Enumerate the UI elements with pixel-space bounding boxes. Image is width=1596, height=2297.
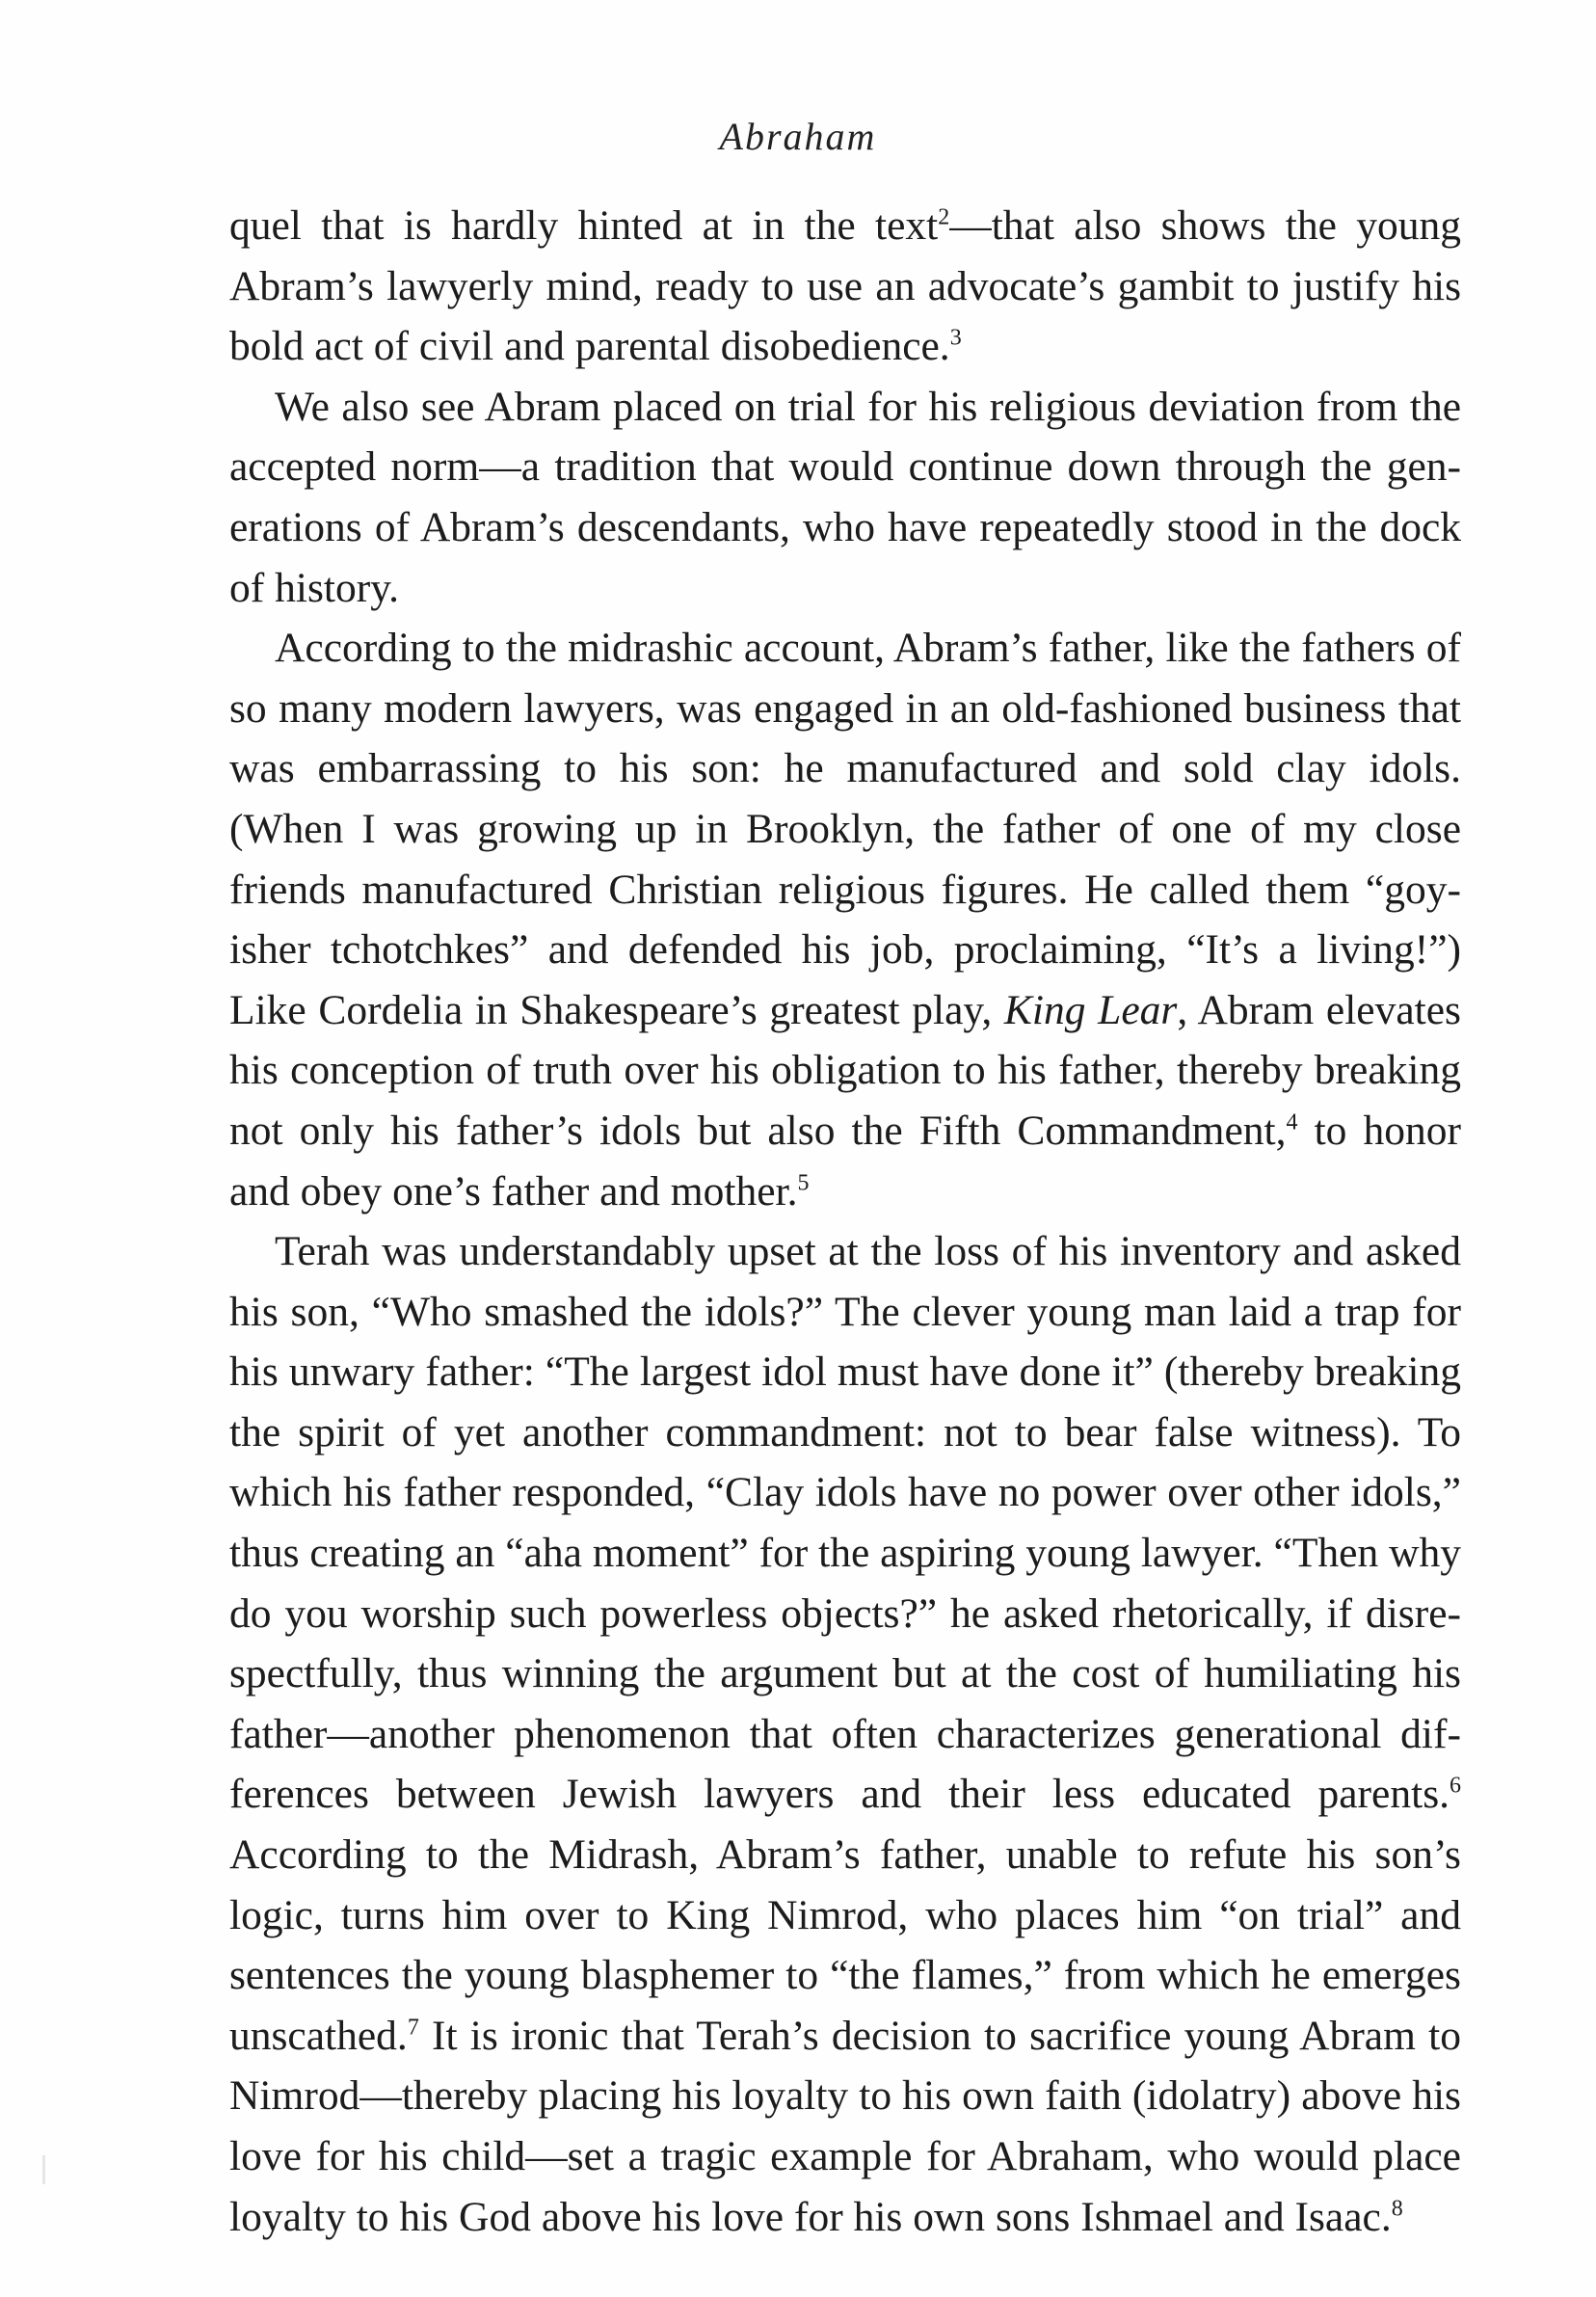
text-run: —that also shows the young Abram’s lawyerly mind, ready to use an advocate’s gambit to justify his bold act of civil and parental disobedience. [229, 202, 1461, 370]
paragraph [229, 1221, 1461, 2247]
running-head: Abraham [719, 115, 877, 158]
body-text [229, 196, 1461, 2247]
italic-title: King Lear [1003, 986, 1178, 1033]
footnote-marker: 8 [1391, 2196, 1403, 2222]
text-run: , Abram elevates his conception of truth over his obligation to his father, thereby breaking not only his father’s idols but also the Fifth Commandment, [229, 986, 1461, 1154]
footnote-marker: 5 [797, 1170, 810, 1195]
text-run: quel that is hardly hinted at in the text [229, 202, 939, 249]
paragraph [229, 196, 1461, 377]
text-run: It is ironic that Terah’s decision to sacrifice young Abram to Nimrod—thereby placing his loyalty to his own faith (idolatry) above his love for his child—set a tragic example for Abraham, who would place loyalty to his God above his love for his own sons Ishmael and Isaac. [229, 2012, 1461, 2240]
paragraph [229, 618, 1461, 1221]
text-run: According to the Midrash, Abram’s father, unable to refute his son’s logic, turns him over to King Nimrod, who places him “on trial” and sentences the young blasphemer to “the flames,” from which he emerges unscathed. [229, 1831, 1461, 2059]
text-run: Terah was understandably upset at the loss of his inventory and asked his son, “Who smashed the idols?” The clever young man laid a trap for his unwary father: “The largest idol must have done it” (thereby breaking the spirit of yet another commandment: not to bear false witness). To which his father responded, “Clay idols have no power over other idols,” thus creating an “aha moment” for the aspiring young lawyer. “Then why do you worship such powerless objects?” he asked rhetorically, if disrespectfully, thus winning the argument but at the cost of humiliating his father—another phenomenon that often characterizes generational differences between Jewish lawyers and their less educated parents. [229, 1228, 1462, 1818]
footnote-marker: 6 [1450, 1773, 1461, 1799]
text-run: According to the midrashic account, Abram’s father, like the fathers of so many modern lawyers, was engaged in an old-fashioned business that was embarrassing to his son: he manufactured and sold clay idols. (When I was growing up in Brooklyn, the father of one of my close friends manufactured Christian religious figures. He called them “goyisher tchotchkes” and defended his job, proclaiming, “It’s a living!”) Like Cordelia in Shakespeare’s greatest play, [229, 625, 1461, 1033]
paragraph [229, 377, 1461, 618]
footnote-marker: 2 [938, 204, 950, 230]
scan-edge-mark [42, 2155, 45, 2184]
footnote-marker: 7 [407, 2015, 419, 2041]
text-run: We also see Abram placed on trial for his religious deviation from the accepted norm—a tradition that would continue down through the generations of Abram’s descendants, who have repeatedly stood in the dock of history. [229, 383, 1461, 611]
footnote-marker: 3 [949, 325, 962, 351]
footnote-marker: 4 [1286, 1109, 1298, 1135]
text-run: to honor and obey one’s father and mother. [229, 1107, 1461, 1215]
